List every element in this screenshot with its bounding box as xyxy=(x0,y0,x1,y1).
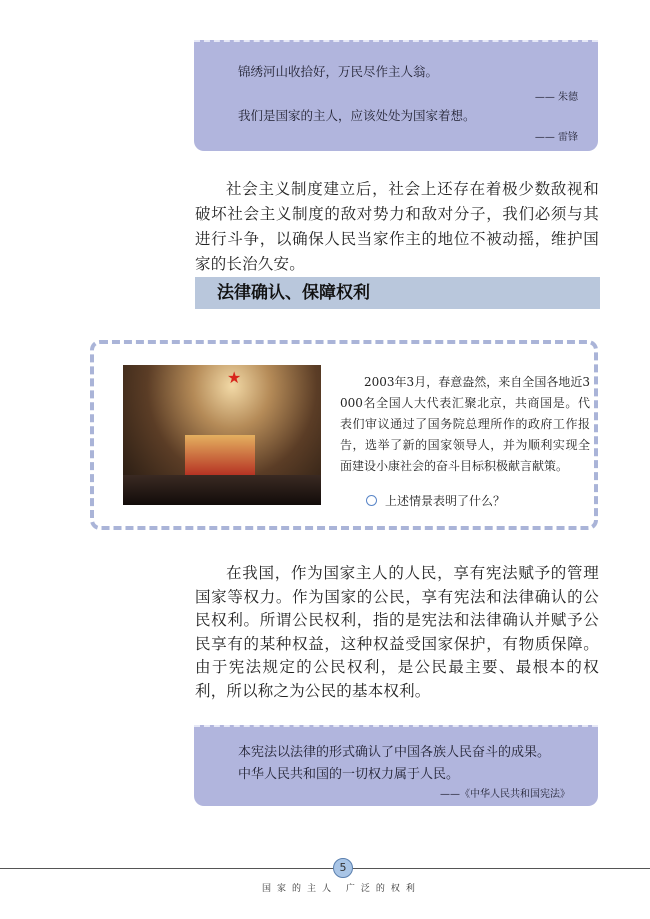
activity-text: 2003年3月，春意盎然，来自全国各地近3 000名全国人大代表汇聚北京，共商国是。代表们审议通过了国务院总理所作的政府工作报告，选举了新的国家领导人，并为顺利实现全面建设小康社会的奋斗目标积极献言献策。 xyxy=(340,375,590,473)
activity-question xyxy=(366,492,505,509)
great-hall-photo xyxy=(123,365,321,505)
circle-icon xyxy=(366,495,377,506)
paragraph: 社会主义制度建立后，社会上还存在着极少数敌视和破坏社会主义制度的敌对势力和敌对分子，我们必须与其进行斗争，以确保人民当家作主的地位不被动摇，维护国家的长治久安。 xyxy=(195,180,599,273)
quote-box-bottom xyxy=(194,725,598,806)
quote-line: 锦绣河山收拾好，万民尽作主人翁。 xyxy=(238,64,439,79)
question-text: 上述情景表明了什么？ xyxy=(385,494,506,508)
footer-divider xyxy=(0,868,650,869)
audience xyxy=(123,475,321,505)
quote-source: ——《中华人民共和国宪法》 xyxy=(440,789,570,800)
quote-line: 本宪法以法律的形式确认了中国各族人民奋斗的成果。 xyxy=(238,745,551,760)
quote-box-top xyxy=(194,40,598,151)
national-emblem-icon: ★ xyxy=(227,368,242,387)
chapter-title: 国家的主人 广泛的权利 xyxy=(262,884,421,894)
quote-line: 中华人民共和国的一切权力属于人民。 xyxy=(238,767,460,782)
page-number: 5 xyxy=(333,858,353,878)
stage xyxy=(185,435,255,480)
paragraph: 在我国，作为国家主人的人民，享有宪法赋予的管理国家等权力。作为国家的公民，享有宪法和法律确认的公民权利。所谓公民权利，指的是宪法和法律确认并赋予公民享有的某种权益，这种权益受国家保护，有物质保障。由于宪法规定的公民权利，是公民最主要、最根本的权利，所以称之为公民的基本权利。 xyxy=(195,564,599,700)
quote-source: —— 雷锋 xyxy=(534,132,578,143)
quote-line: 我们是国家的主人，应该处处为国家着想。 xyxy=(238,108,476,123)
quote-source: —— 朱德 xyxy=(534,92,578,103)
section-heading: 法律确认、保障权利 xyxy=(195,277,600,309)
